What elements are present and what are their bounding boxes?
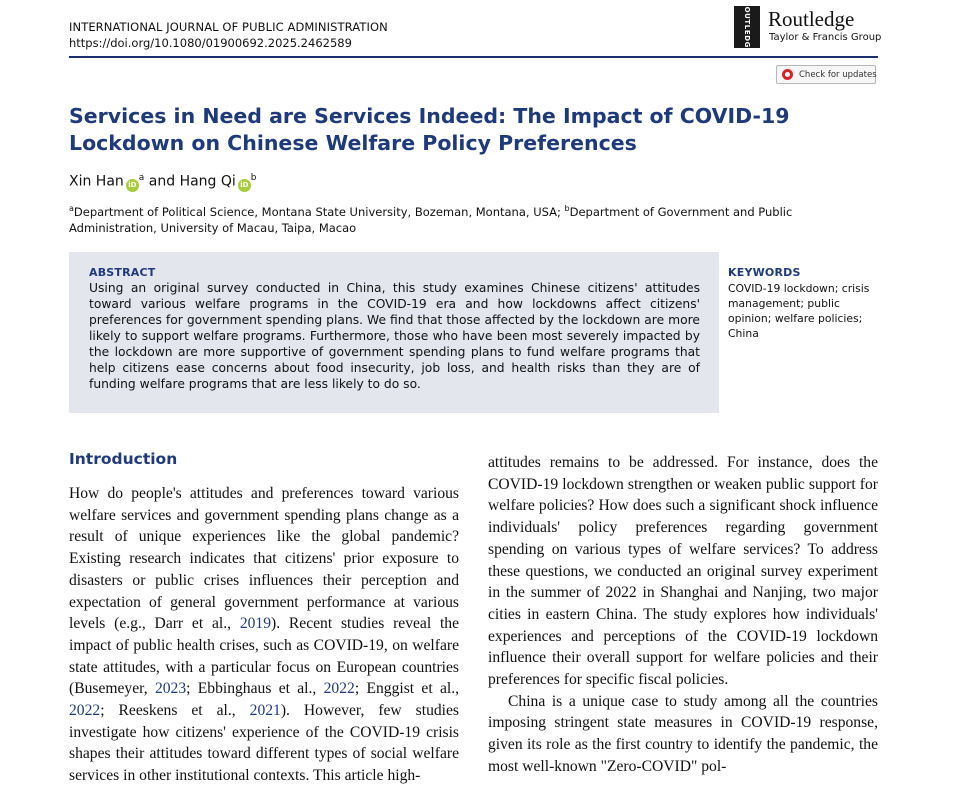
body-column-left [69,483,459,787]
affiliations [69,201,881,236]
logo-vertical-mark: ROUTLEDGE [734,6,760,48]
author-name[interactable]: Hang Qi [179,173,236,190]
routledge-logo [734,0,882,54]
affiliation-b: Department of Government and Public Administration, University of Macau, Taipa, Macao [69,204,793,235]
author-line [69,168,257,192]
citation-link[interactable]: 2021 [249,702,281,720]
crossmark-icon [782,69,793,80]
citation-link[interactable]: 2023 [154,680,187,698]
affiliation-mark: b [564,204,570,213]
citation-link[interactable]: 2019 [239,615,271,633]
publisher-name: Routledge [768,7,855,31]
header-rule [69,56,878,58]
publisher-subtitle: Taylor & Francis Group [769,32,882,43]
body-paragraph: China is a unique case to study among all the countries imposing stringent state measures in COVID-19 response, given its role as the first country to identify the pandemic, the most well-known "Zero-COVID" pol- [488,692,878,775]
citation-link[interactable]: 2022 [323,680,355,698]
affiliation-mark: a [69,204,74,213]
journal-name: INTERNATIONAL JOURNAL OF PUBLIC ADMINISTRATION [69,20,388,34]
author-affiliation-mark: b [250,173,257,183]
orcid-icon[interactable]: iD [238,179,251,192]
doi-link[interactable]: https://doi.org/10.1080/01900692.2025.2462589 [69,36,352,50]
abstract-text: Using an original survey conducted in China, this study examines Chinese citizens' attitudes toward various welfare programs in the COVID-19 era and how lockdowns affect citizens' preferences for government spending plans. We find that those affected by the lockdown are more likely to support welfare programs. Furthermore, those who have been most severely impacted by the lockdown are more supportive of government spending plans to fund welfare programs that help citizens ease concerns about food insecurity, job loss, and health risks than they are of funding welfare programs that are less likely to do so. [89,281,700,391]
author-name[interactable]: Xin Han [69,173,124,190]
affiliation-a: Department of Political Science, Montana State University, Bozeman, Montana, USA; [73,204,565,219]
abstract-heading: ABSTRACT [89,266,156,279]
article-title: Services in Need are Services Indeed: The Impact of COVID-19 Lockdown on Chinese Welfare Policy Preferences [69,104,790,155]
keywords-heading: KEYWORDS [728,266,801,279]
check-for-updates-button[interactable] [776,65,876,84]
author-connector: and [144,173,180,190]
body-paragraph: attitudes remains to be addressed. For instance, does the COVID-19 lockdown strengthen or weaken public support for welfare policies? How does such a significant shock influence individuals' policy preferences regarding government spending on various types of welfare services? To address these questions, we conducted an original survey experiment in the summer of 2022 in Shanghai and Nanjing, two major cities in eastern China. The study explores how individuals' experiences and perceptions of the COVID-19 lockdown influence their overall support for welfare policies and their preferences for specific fiscal policies. [488,454,878,689]
body-column-right [488,452,878,778]
citation-link[interactable]: 2022 [69,702,101,720]
intro-paragraph: How do people's attitudes and preferences toward various welfare services and government spending plans change as a result of unique experiences like the global pandemic? Existing research indicates that citizens' prior exposure to disasters or public crises influences their perception and expectation of general government performance at various levels (e.g., Darr et al., 2019). Recent studies reveal the impact of public health crises, such as COVID-19, on welfare state attitudes, with a particular focus on European countries (Busemeyer, 2023; Ebbinghaus et al., 2022; Enggist et al., 2022; Reeskens et al., 2021). However, few studies investigate how citizens' experience of the COVID-19 crisis shapes their attitudes toward different types of social welfare services in other institutional contexts. This article high- [69,485,460,785]
check-for-updates-label: Check for updates [799,70,877,80]
keywords-text: COVID-19 lockdown; crisis management; public opinion; welfare policies; China [728,282,870,340]
orcid-icon[interactable]: iD [126,179,139,192]
introduction-heading: Introduction [69,450,178,468]
author-affiliation-mark: a [138,173,145,183]
